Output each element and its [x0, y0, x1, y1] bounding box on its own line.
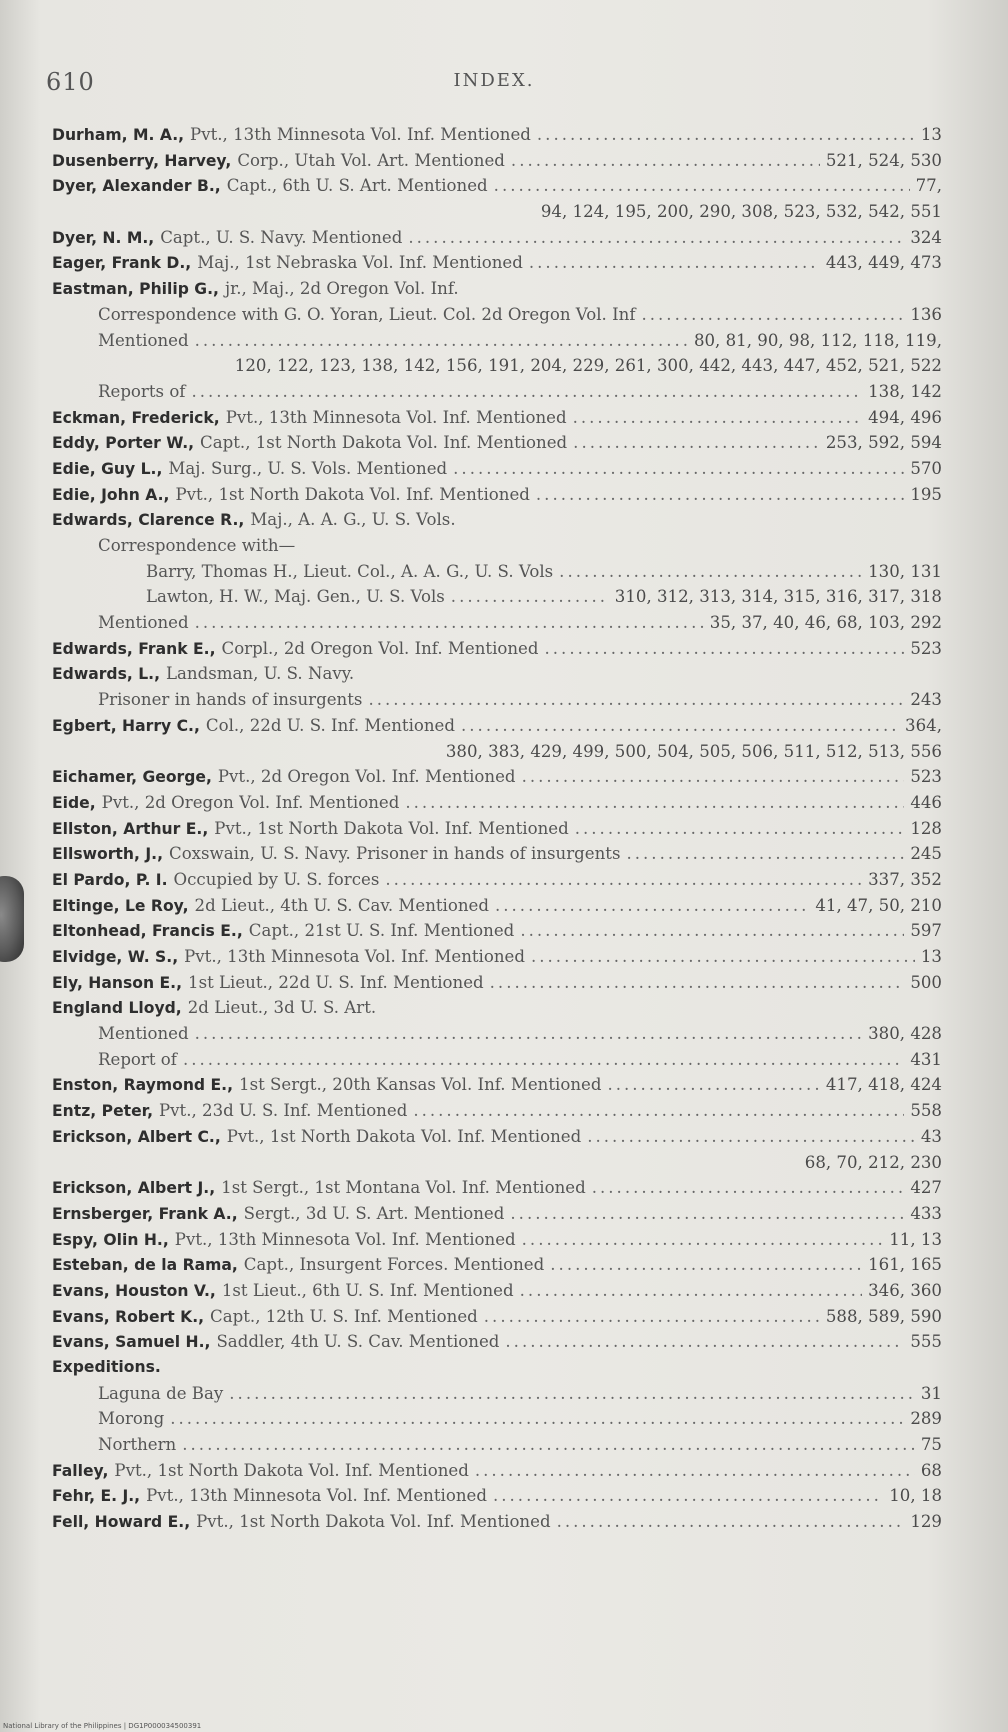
dot-leader	[641, 302, 904, 328]
entry-description: Pvt., 13th Minnesota Vol. Inf. Mentioned	[190, 125, 531, 144]
entry-description: Reports of	[98, 381, 186, 401]
entry-description: Maj., A. A. G., U. S. Vols.	[250, 510, 456, 530]
entry-description: jr., Maj., 2d Oregon Vol. Inf.	[224, 279, 459, 299]
entry-pages: 523	[910, 767, 942, 787]
entry-description: 2d Lieut., 4th U. S. Cav. Mentioned	[194, 895, 489, 915]
entry-description: Pvt., 1st North Dakota Vol. Inf. Mentioned	[114, 1460, 469, 1480]
dot-leader	[537, 122, 915, 148]
entry-pages: 68	[920, 1460, 942, 1480]
entry-pages: 494, 496	[868, 407, 942, 427]
running-title: INDEX.	[453, 70, 535, 91]
entry-description: Capt., 12th U. S. Inf. Mentioned	[210, 1306, 478, 1326]
entry-name: Fell, Howard E.,	[52, 1513, 191, 1532]
entry-name: Erickson, Albert C.,	[52, 1127, 221, 1146]
index-entry	[52, 713, 942, 739]
dot-leader	[522, 764, 905, 790]
entry-description: Morong	[98, 1409, 165, 1429]
index-entry	[52, 456, 942, 482]
entry-description: Capt., U. S. Navy. Mentioned	[160, 227, 403, 247]
entry-name: Durham, M. A.,	[52, 126, 185, 144]
dot-leader	[229, 1381, 915, 1407]
dot-leader	[368, 687, 904, 713]
index-entry	[52, 1124, 942, 1150]
index-subentry	[52, 1406, 942, 1432]
entry-description: Maj., 1st Nebraska Vol. Inf. Mentioned	[197, 253, 523, 273]
page-header	[46, 68, 942, 96]
entry-name: El Pardo, P. I.	[52, 870, 168, 889]
index-entry	[52, 661, 942, 687]
dot-leader	[520, 918, 904, 944]
entry-description: Sergt., 3d U. S. Art. Mentioned	[243, 1203, 505, 1223]
dot-leader	[170, 1406, 904, 1432]
dot-leader	[183, 1047, 904, 1073]
entry-pages: 77,	[915, 176, 942, 196]
dot-leader	[475, 1458, 915, 1484]
dot-leader	[587, 1124, 915, 1150]
entry-name: Ellsworth, J.,	[52, 845, 163, 864]
entry-pages: 500	[910, 972, 942, 992]
index-entry	[52, 1458, 942, 1484]
entry-name: Edie, John A.,	[52, 485, 170, 504]
entry-name: Eddy, Porter W.,	[52, 434, 195, 453]
entry-pages: 13	[920, 947, 942, 966]
index-entry	[52, 225, 942, 251]
index-entry	[52, 1175, 942, 1201]
entry-pages: 253, 592, 594	[825, 433, 942, 453]
index-entry	[52, 507, 942, 533]
entry-description: Pvt., 1st North Dakota Vol. Inf. Mentioned	[214, 818, 569, 838]
entry-pages-continued: 380, 383, 429, 499, 500, 504, 505, 506, 511, 512, 513, 556	[445, 741, 942, 761]
dot-leader	[385, 867, 862, 893]
entry-description: Pvt., 13th Minnesota Vol. Inf. Mentioned	[225, 407, 567, 427]
index-subentry	[52, 584, 942, 610]
entry-name: Entz, Peter,	[52, 1102, 153, 1121]
entry-pages: 427	[910, 1178, 942, 1198]
entry-description: Saddler, 4th U. S. Cav. Mentioned	[216, 1332, 500, 1352]
scanner-thumb-shadow	[0, 876, 24, 962]
entry-name: Eltonhead, Francis E.,	[52, 922, 243, 941]
entry-pages: 380, 428	[868, 1024, 942, 1044]
index-entry	[52, 636, 942, 662]
page-number: 610	[46, 68, 95, 96]
dot-leader	[510, 1201, 904, 1227]
dot-leader	[557, 1509, 905, 1535]
dot-leader	[195, 328, 688, 354]
entry-pages: 521, 524, 530	[825, 150, 942, 170]
index-entry	[52, 970, 942, 996]
entry-description: Capt., 6th U. S. Art. Mentioned	[226, 176, 488, 196]
entry-name: Fehr, E. J.,	[52, 1487, 141, 1506]
entry-pages: 364,	[905, 715, 942, 735]
entry-pages: 523	[910, 638, 942, 658]
index-entry	[52, 1483, 942, 1509]
entry-pages: 245	[910, 844, 942, 864]
index-entry	[52, 173, 942, 199]
dot-leader	[494, 173, 910, 199]
entry-name: Eichamer, George,	[52, 768, 212, 787]
dot-leader	[490, 970, 905, 996]
dot-leader	[484, 1304, 820, 1330]
entry-name: Eide,	[52, 793, 96, 812]
entry-description: 2d Lieut., 3d U. S. Art.	[187, 998, 377, 1018]
entry-name: Dusenberry, Harvey,	[52, 151, 232, 170]
entry-pages-continued: 94, 124, 195, 200, 290, 308, 523, 532, 542, 551	[540, 202, 942, 222]
entry-pages: 597	[910, 921, 942, 941]
entry-name: Espy, Olin H.,	[52, 1230, 169, 1249]
index-entry	[52, 122, 942, 148]
entry-name: Elvidge, W. S.,	[52, 948, 179, 966]
entry-description: Pvt., 1st North Dakota Vol. Inf. Mentioned	[226, 1126, 582, 1146]
dot-leader	[505, 1329, 904, 1355]
index-entry	[52, 276, 942, 302]
entry-description: Mentioned	[98, 330, 189, 350]
entry-description: Landsman, U. S. Navy.	[166, 664, 355, 684]
index-entry	[52, 1278, 942, 1304]
entry-pages: 129	[910, 1512, 942, 1532]
entry-name: Evans, Samuel H.,	[52, 1333, 211, 1352]
entry-description: Pvt., 23d U. S. Inf. Mentioned	[159, 1101, 408, 1121]
scan-footer: National Library of the Philippines | DG1P000034500391	[3, 1722, 202, 1730]
dot-leader	[550, 1252, 862, 1278]
entry-name: Eltinge, Le Roy,	[52, 896, 189, 915]
index-entry	[52, 918, 942, 944]
dot-leader	[495, 893, 809, 919]
dot-leader	[511, 148, 820, 174]
entry-description: Pvt., 1st North Dakota Vol. Inf. Mentioned	[175, 484, 530, 504]
entry-name: Erickson, Albert J.,	[52, 1179, 216, 1198]
dot-leader	[405, 790, 904, 816]
index-subentry	[52, 610, 942, 636]
entry-pages: 555	[910, 1332, 942, 1352]
index-entry	[52, 893, 942, 919]
dot-leader	[522, 1227, 884, 1253]
dot-leader	[592, 1175, 905, 1201]
entry-pages: 136	[910, 304, 942, 324]
index-subentry	[52, 1021, 942, 1047]
entry-name: Expeditions.	[52, 1358, 161, 1376]
entry-description: Pvt., 2d Oregon Vol. Inf. Mentioned	[217, 767, 516, 787]
entry-pages: 588, 589, 590	[825, 1306, 942, 1326]
dot-leader	[545, 636, 905, 662]
entry-name: Edwards, Clarence R.,	[52, 511, 245, 530]
dot-leader	[195, 1021, 863, 1047]
index-entry	[52, 405, 942, 431]
entry-name: Eastman, Philip G.,	[52, 280, 219, 299]
entry-description: 1st Sergt., 1st Montana Vol. Inf. Mentioned	[221, 1178, 586, 1198]
entry-name: Eager, Frank D.,	[52, 254, 192, 273]
entry-pages: 161, 165	[868, 1255, 942, 1275]
entry-name: Falley,	[52, 1461, 109, 1480]
index-entry	[52, 1252, 942, 1278]
entry-description: Report of	[98, 1049, 177, 1069]
entry-pages: 346, 360	[868, 1280, 942, 1300]
entry-pages: 80, 81, 90, 98, 112, 118, 119,	[693, 330, 942, 350]
entry-name: Ernsberger, Frank A.,	[52, 1204, 238, 1223]
index-subentry	[52, 533, 942, 559]
index-subentry	[52, 328, 942, 354]
entry-pages: 558	[910, 1101, 942, 1121]
entry-pages: 195	[910, 484, 942, 504]
index-subentry	[52, 1432, 942, 1458]
entry-name: Edwards, Frank E.,	[52, 639, 216, 658]
dot-leader	[493, 1483, 883, 1509]
index-entry	[52, 1098, 942, 1124]
dot-leader	[195, 610, 704, 636]
dot-leader	[626, 841, 904, 867]
entry-description: Barry, Thomas H., Lieut. Col., A. A. G., U. S. Vols	[146, 561, 554, 581]
entry-pages: 128	[910, 818, 942, 838]
entry-description: Laguna de Bay	[98, 1383, 224, 1403]
index-subentry	[52, 302, 942, 328]
entry-description: Pvt., 13th Minnesota Vol. Inf. Mentioned	[174, 1229, 516, 1249]
entry-name: Evans, Robert K.,	[52, 1307, 205, 1326]
entry-pages: 138, 142	[868, 381, 942, 401]
entry-pages: 130, 131	[868, 561, 942, 581]
dot-leader	[520, 1278, 862, 1304]
dot-leader	[607, 1072, 819, 1098]
entry-description: Coxswain, U. S. Navy. Prisoner in hands of insurgents	[169, 844, 621, 864]
dot-leader	[451, 584, 609, 610]
entry-description: Capt., 21st U. S. Inf. Mentioned	[248, 921, 515, 941]
entry-pages: 310, 312, 313, 314, 315, 316, 317, 318	[614, 587, 942, 607]
entry-pages: 43	[920, 1126, 942, 1146]
entry-pages: 443, 449, 473	[825, 253, 942, 273]
entry-pages: 75	[920, 1435, 942, 1455]
entry-description: Corpl., 2d Oregon Vol. Inf. Mentioned	[221, 638, 539, 658]
entry-pages: 431	[910, 1049, 942, 1069]
dot-leader	[575, 816, 905, 842]
entry-pages: 446	[910, 792, 942, 812]
dot-leader	[529, 250, 820, 276]
entry-description: Corp., Utah Vol. Art. Mentioned	[237, 150, 505, 170]
index-subentry	[52, 1381, 942, 1407]
entry-name: Eckman, Frederick,	[52, 408, 220, 427]
entry-pages: 417, 418, 424	[825, 1075, 942, 1095]
dot-leader	[191, 379, 862, 405]
entry-pages: 41, 47, 50, 210	[815, 895, 942, 915]
dot-leader	[413, 1098, 904, 1124]
entry-description: Prisoner in hands of insurgents	[98, 690, 363, 710]
entry-description: Mentioned	[98, 613, 189, 633]
entry-description: Lawton, H. W., Maj. Gen., U. S. Vols	[146, 587, 445, 607]
index-entry	[52, 1355, 942, 1381]
dot-leader	[182, 1432, 915, 1458]
entry-name: Egbert, Harry C.,	[52, 716, 200, 735]
index-entry	[52, 430, 942, 456]
index-subentry	[52, 1047, 942, 1073]
index-entry	[52, 1304, 942, 1330]
entry-description: 1st Lieut., 22d U. S. Inf. Mentioned	[188, 972, 484, 992]
entry-pages-continued: 120, 122, 123, 138, 142, 156, 191, 204, 229, 261, 300, 442, 443, 447, 452, 521, 522	[234, 356, 942, 376]
entry-description: Mentioned	[98, 1024, 189, 1044]
index-entry	[52, 1201, 942, 1227]
entry-pages: 570	[910, 458, 942, 478]
entry-name: Ellston, Arthur E.,	[52, 819, 209, 838]
entry-description: Capt., 1st North Dakota Vol. Inf. Mentioned	[200, 433, 568, 453]
entry-description: Pvt., 13th Minnesota Vol. Inf. Mentioned	[146, 1486, 487, 1506]
index-entry	[52, 944, 942, 970]
entry-description: 1st Lieut., 6th U. S. Inf. Mentioned	[221, 1280, 514, 1300]
entry-description: Correspondence with—	[98, 536, 296, 555]
entry-name: England Lloyd,	[52, 999, 182, 1018]
index-entry	[52, 764, 942, 790]
entry-name: Esteban, de la Rama,	[52, 1256, 238, 1275]
index-entry	[52, 250, 942, 276]
entry-pages: 11, 13	[889, 1229, 942, 1249]
index-subentry	[52, 379, 942, 405]
index-entry	[52, 867, 942, 893]
dot-leader	[461, 713, 899, 739]
entry-pages-continued: 68, 70, 212, 230	[804, 1152, 942, 1172]
index-entry	[52, 816, 942, 842]
entry-name: Edwards, L.,	[52, 665, 161, 684]
entry-pages: 31	[920, 1383, 942, 1403]
dot-leader	[559, 559, 862, 585]
index-list	[52, 122, 942, 1535]
index-subentry	[52, 559, 942, 585]
entry-name: Ely, Hanson E.,	[52, 973, 183, 992]
entry-description: Occupied by U. S. forces	[173, 869, 380, 889]
entry-description: Northern	[98, 1435, 177, 1455]
dot-leader	[453, 456, 904, 482]
dot-leader	[573, 430, 820, 456]
index-entry	[52, 1329, 942, 1355]
entry-pages: 13	[920, 125, 942, 144]
entry-description: Correspondence with G. O. Yoran, Lieut. Col. 2d Oregon Vol. Inf	[98, 304, 636, 324]
index-entry	[52, 482, 942, 508]
dot-leader	[408, 225, 904, 251]
index-entry	[52, 790, 942, 816]
entry-description: Pvt., 1st North Dakota Vol. Inf. Mentioned	[196, 1512, 551, 1532]
entry-description: Pvt., 13th Minnesota Vol. Inf. Mentioned	[184, 947, 525, 966]
entry-name: Dyer, N. M.,	[52, 228, 155, 247]
entry-name: Evans, Houston V.,	[52, 1281, 216, 1300]
entry-pages: 35, 37, 40, 46, 68, 103, 292	[709, 613, 942, 633]
entry-description: Col., 22d U. S. Inf. Mentioned	[205, 715, 455, 735]
index-entry	[52, 148, 942, 174]
entry-pages: 10, 18	[889, 1486, 942, 1506]
entry-name: Dyer, Alexander B.,	[52, 177, 221, 196]
entry-pages: 324	[910, 227, 942, 247]
entry-pages: 337, 352	[868, 869, 942, 889]
entry-pages: 289	[910, 1409, 942, 1429]
entry-description: Maj. Surg., U. S. Vols. Mentioned	[168, 458, 448, 478]
index-subentry	[52, 687, 942, 713]
index-entry	[52, 1072, 942, 1098]
dot-leader	[536, 482, 904, 508]
entry-description: Pvt., 2d Oregon Vol. Inf. Mentioned	[101, 792, 400, 812]
entry-description: 1st Sergt., 20th Kansas Vol. Inf. Mentioned	[239, 1075, 602, 1095]
dot-leader	[573, 405, 863, 431]
index-entry	[52, 1509, 942, 1535]
entry-pages: 243	[910, 690, 942, 710]
entry-description: Capt., Insurgent Forces. Mentioned	[243, 1255, 545, 1275]
index-entry	[52, 995, 942, 1021]
entry-pages: 433	[910, 1203, 942, 1223]
index-entry	[52, 841, 942, 867]
index-entry	[52, 1227, 942, 1253]
entry-name: Edie, Guy L.,	[52, 459, 163, 478]
dot-leader	[531, 944, 915, 970]
entry-name: Enston, Raymond E.,	[52, 1076, 234, 1095]
